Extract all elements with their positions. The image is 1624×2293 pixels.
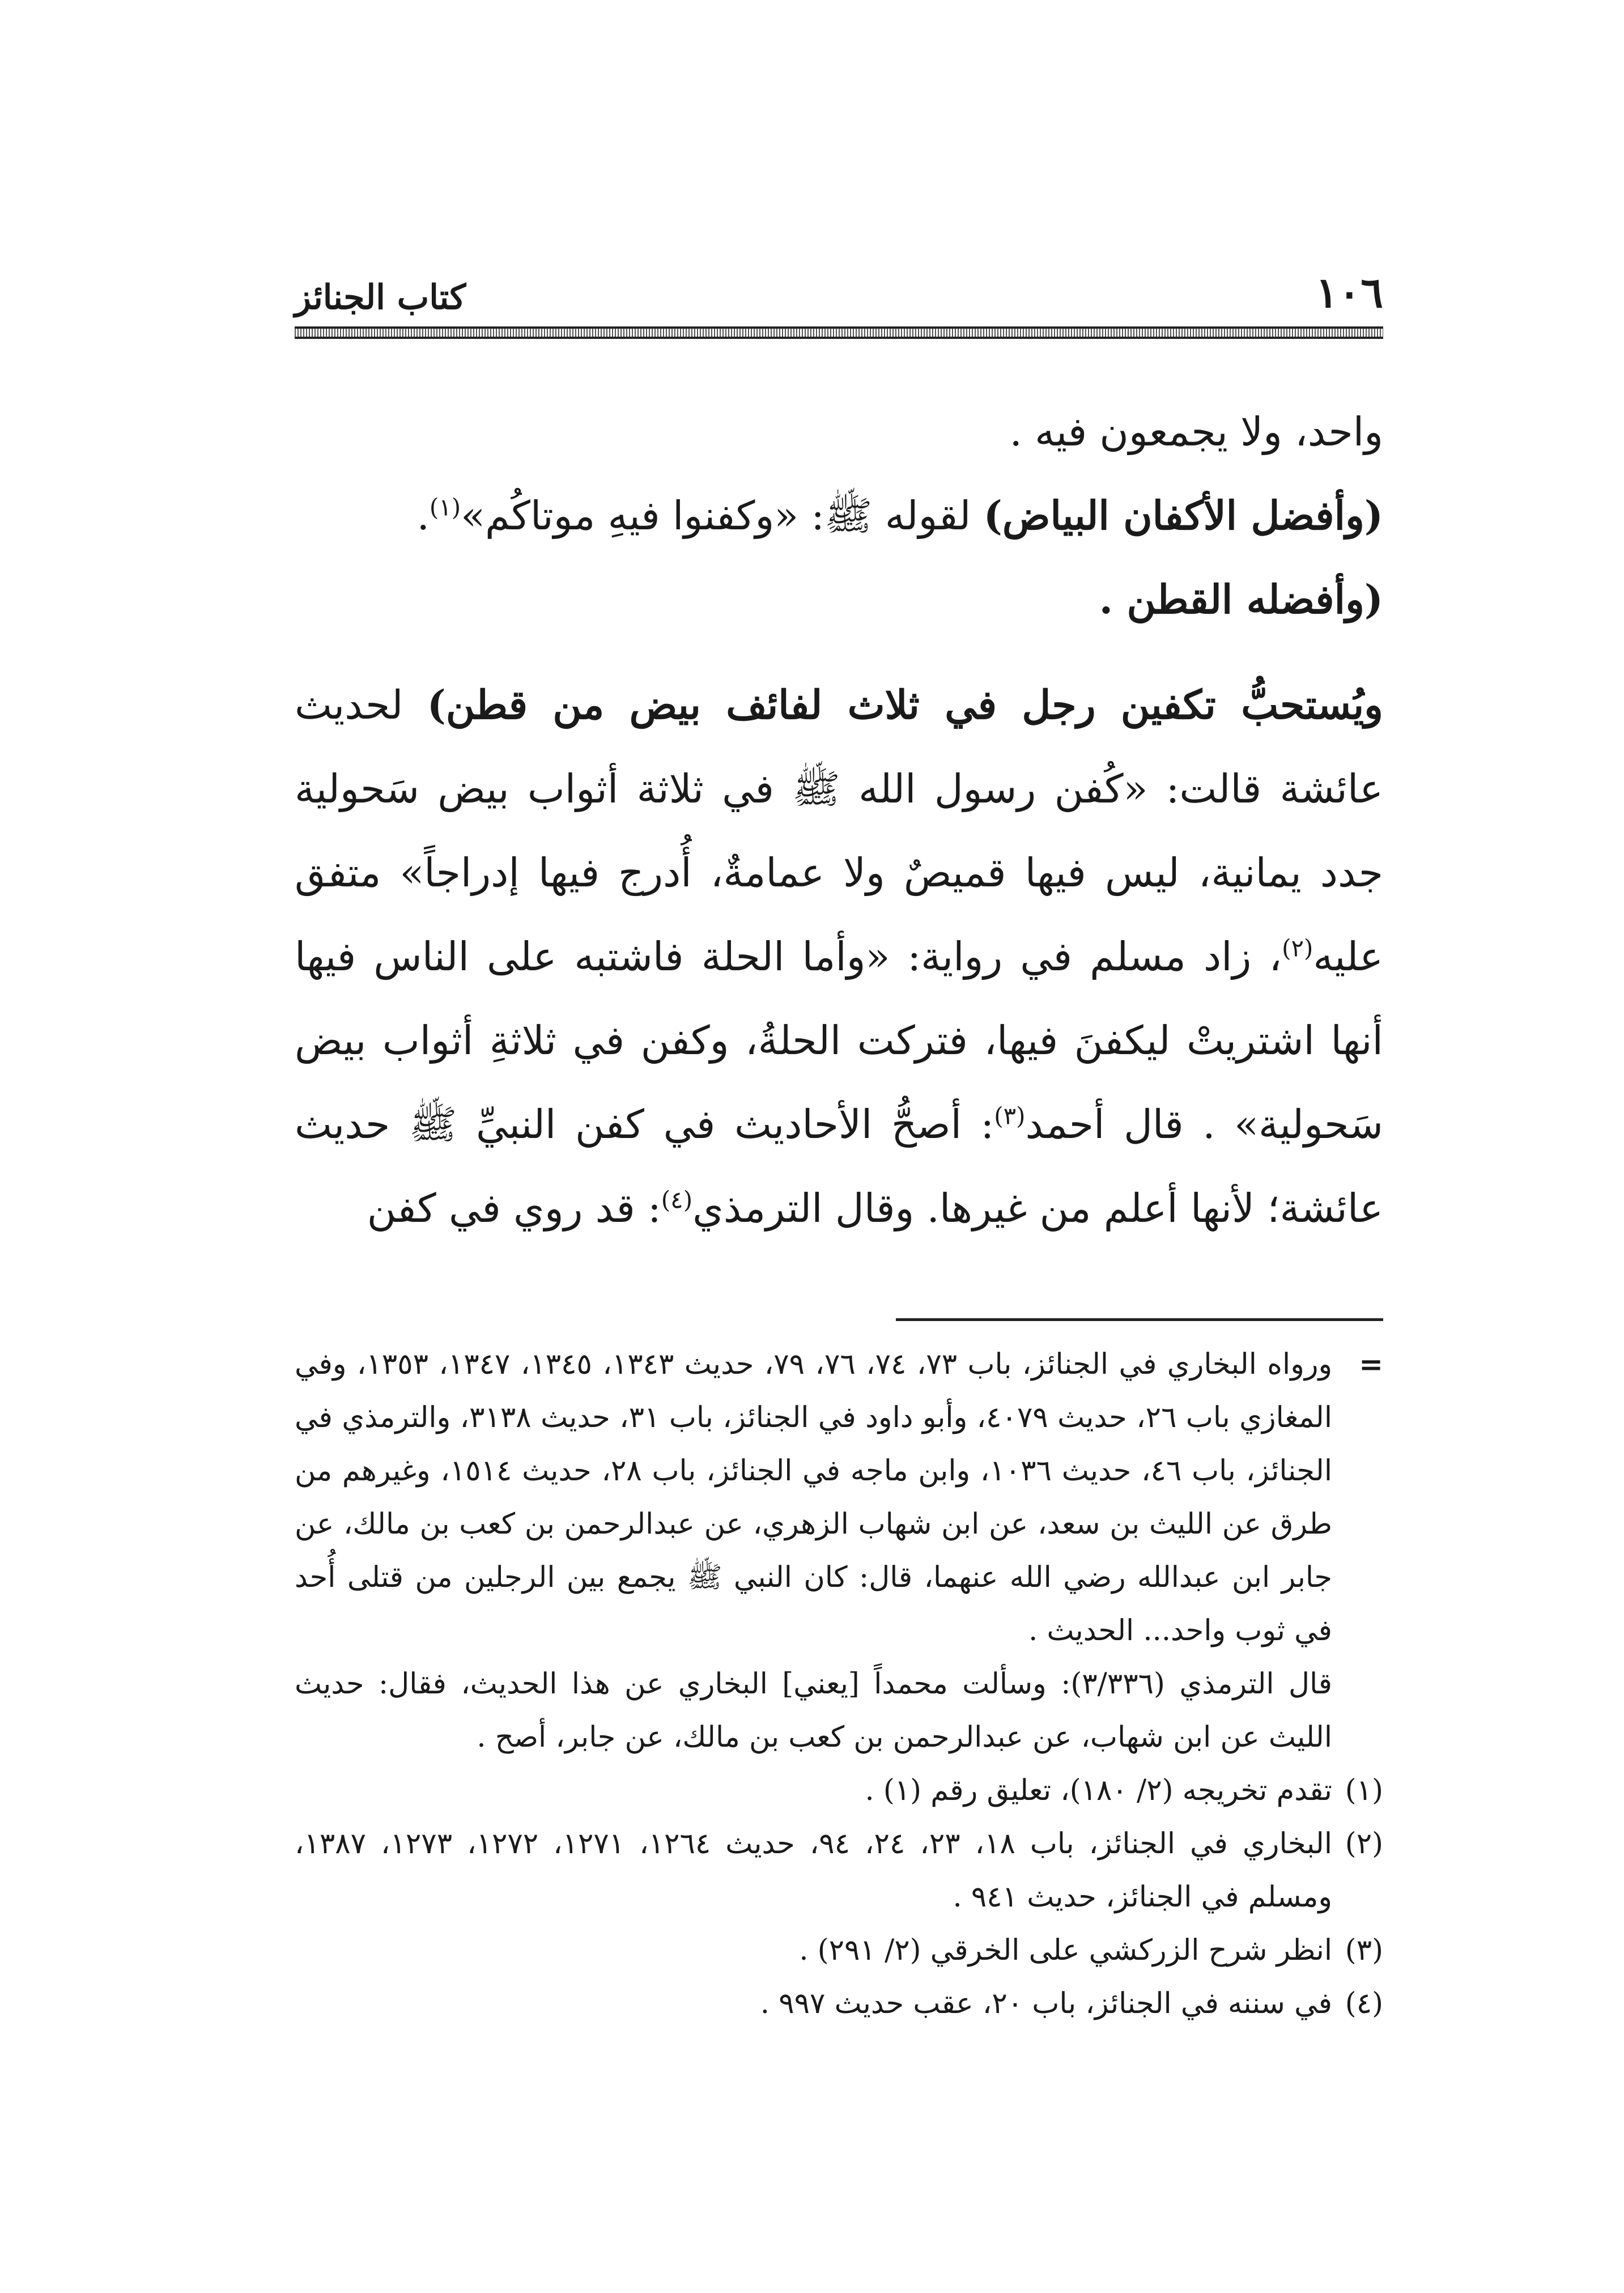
footnote-number: (٢) bbox=[1345, 1827, 1383, 1861]
section-title: كتاب الجنائز bbox=[295, 278, 466, 317]
footnote-number: (١) bbox=[1345, 1774, 1383, 1807]
continuation-text-1: ورواه البخاري في الجنائز، باب ٧٣، ٧٤، ٧٦، ٧٩، حديث ١٣٤٣، ١٣٤٥، ١٣٤٧، ١٣٥٣، وفي المغازي باب ٢٦، حديث ٤٠٧٩، وأبو داود في الجنائز، باب ٣١، حديث ٣١٣٨، والترمذي في الجنائز، باب ٤٦، حديث ١٠٣٦، وابن ماجه في الجنائز، باب ٢٨، حديث ١٥١٤، وغيرهم من طرق عن الليث بن سعد، عن ابن شهاب الزهري، عن عبدالرحمن بن كعب بن مالك، عن جابر ابن عبدالله رضي الله عنهما، قال: كان النبي ﷺ يجمع بين الرجلين من قتلى أُحد في ثوب واحد... الحديث . bbox=[295, 1348, 1333, 1647]
footnote-ref-4[interactable]: (٤) bbox=[661, 1186, 693, 1214]
paragraph-3: (وأفضله القطن . bbox=[1099, 576, 1383, 623]
footnote-text: انظر شرح الزركشي على الخرقي (٢/ ٢٩١) . bbox=[799, 1934, 1332, 1967]
footnote-ref-3[interactable]: (٣) bbox=[994, 1102, 1026, 1130]
continuation-text-2: قال الترمذي (٣/٣٣٦): وسألت محمداً [يعني] البخاري عن هذا الحديث، فقال: حديث الليث عن ابن شهاب، عن عبدالرحمن بن كعب بن مالك، عن جابر، أصح . bbox=[295, 1667, 1332, 1754]
header-rule bbox=[295, 326, 1383, 339]
paragraph-1: واحد، ولا يجمعون فيه . bbox=[1009, 409, 1383, 455]
footnote-2 bbox=[295, 1818, 1383, 1924]
footnote-4 bbox=[295, 1977, 1383, 2031]
main-text bbox=[295, 390, 1383, 1250]
footnote-text: تقدم تخريجه (٢/ ١٨٠)، تعليق رقم (١) . bbox=[865, 1774, 1332, 1807]
paragraph-4: ويُستحبُّ تكفين رجل في ثلاث لفائف بيض من قطن) لحديث عائشة قالت: «كُفن رسول الله ﷺ في ثلاثة أثواب بيض سَحولية جدد يمانية، ليس فيها قميصٌ ولا عمامةٌ، أُدرج فيها إدراجاً» متفق عليه$^{(٢)}$، زاد مسلم في رواية: «وأما الحلة فاشتبه على الناس فيها أنها اشتريتْ ليكفنَ فيها، فتركت الحلةُ، وكفن في ثلاثةِ أثواب بيض سَحولية» . قال أحمد$^{(٣)}$: أصحُّ الأحاديث في كفن النبيِّ ﷺ حديث عائشة؛ لأنها أعلم من غيرها. وقال الترمذي$^{(٤)}$: قد روي في كفن bbox=[295, 681, 1383, 1232]
footnote-separator bbox=[896, 1318, 1383, 1321]
footnote-1 bbox=[295, 1764, 1383, 1818]
footnote-ref-1[interactable]: (١) bbox=[429, 493, 461, 521]
page-number: ١٠٦ bbox=[1315, 269, 1383, 317]
footnote-text: في سننه في الجنائز، باب ٢٠، عقب حديث ٩٩٧ . bbox=[760, 1987, 1332, 2020]
footnote-continuation bbox=[295, 1338, 1383, 1764]
continuation-marker: = bbox=[1359, 1348, 1383, 1382]
footnote-number: (٤) bbox=[1345, 1987, 1383, 2020]
running-header bbox=[295, 266, 1383, 317]
footnote-number: (٣) bbox=[1345, 1934, 1383, 1967]
footnote-text: البخاري في الجنائز، باب ١٨، ٢٣، ٢٤، ٩٤، حديث ١٢٦٤، ١٢٧١، ١٢٧٢، ١٢٧٣، ١٣٨٧، ومسلم في الجنائز، حديث ٩٤١ . bbox=[295, 1827, 1332, 1914]
footnote-3 bbox=[295, 1924, 1383, 1977]
footnotes bbox=[295, 1338, 1383, 2031]
paragraph-2: (وأفضل الأكفان البياض) لقوله ﷺ: «وكفنوا فيهِ موتاكُم»$^{(١)}$. bbox=[416, 492, 1383, 539]
footnote-ref-2[interactable]: (٢) bbox=[1282, 934, 1313, 962]
book-page bbox=[295, 266, 1383, 2031]
